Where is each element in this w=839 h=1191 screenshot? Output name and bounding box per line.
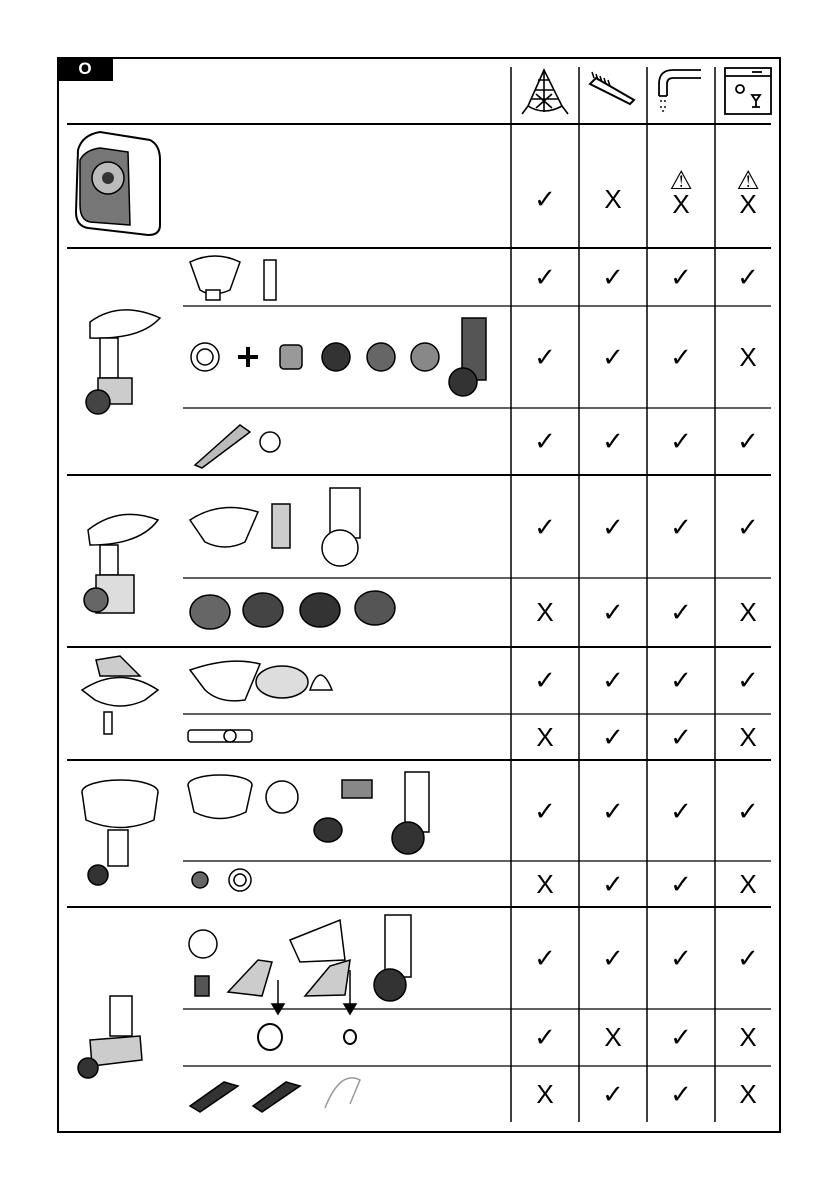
small-parts-image	[192, 869, 251, 891]
citrus-parts-image	[190, 661, 332, 701]
mincer-parts-image	[191, 318, 486, 396]
allowed-mark: ✓	[534, 513, 556, 543]
not-allowed-mark: X	[739, 342, 757, 372]
not-allowed-mark: X	[536, 869, 554, 899]
allowed-mark: ✓	[670, 870, 692, 900]
dishwasher-icon	[725, 68, 771, 114]
water-tap-icon	[659, 70, 701, 112]
allowed-mark: ✓	[602, 870, 624, 900]
brush-mesh-icon	[522, 70, 568, 114]
base-unit-image	[76, 132, 160, 235]
allowed-mark: ✓	[602, 427, 624, 457]
allowed-mark: ✓	[737, 797, 759, 827]
allowed-mark: ✓	[670, 1023, 692, 1053]
allowed-mark: ✓	[737, 666, 759, 696]
allowed-mark: ✓	[534, 343, 556, 373]
not-allowed-mark: X	[739, 189, 757, 219]
allowed-mark: ✓	[602, 343, 624, 373]
allowed-mark: ✓	[670, 427, 692, 457]
row-separators	[67, 124, 771, 1066]
allowed-mark: ✓	[602, 944, 624, 974]
allowed-mark: ✓	[737, 263, 759, 293]
cleaning-brush-icon	[590, 72, 634, 104]
warning-icon: ⚠	[736, 166, 760, 196]
grater-image	[84, 514, 158, 613]
not-allowed-mark: X	[536, 597, 554, 627]
allowed-mark: ✓	[602, 513, 624, 543]
pasta-parts-image	[189, 915, 411, 1014]
allowed-mark: ✓	[534, 427, 556, 457]
allowed-mark: ✓	[670, 598, 692, 628]
not-allowed-mark: X	[739, 722, 757, 752]
pasta-attachment-image	[78, 996, 142, 1078]
warning-icon: ⚠	[669, 166, 693, 196]
sausage-horn-image	[195, 425, 280, 468]
allowed-mark: ✓	[602, 263, 624, 293]
not-allowed-mark: X	[604, 184, 622, 214]
allowed-mark: ✓	[534, 797, 556, 827]
allowed-mark: ✓	[534, 666, 556, 696]
juicer-image	[82, 780, 158, 885]
grater-parts-image	[190, 488, 360, 566]
allowed-mark: ✓	[534, 1023, 556, 1053]
juicer-parts-image	[188, 772, 429, 854]
meat-mincer-image	[86, 310, 160, 414]
allowed-mark: ✓	[737, 427, 759, 457]
seal-rings-image	[258, 1024, 356, 1050]
not-allowed-mark: X	[739, 1079, 757, 1109]
allowed-mark: ✓	[737, 513, 759, 543]
allowed-mark: ✓	[670, 343, 692, 373]
allowed-mark: ✓	[534, 944, 556, 974]
allowed-mark: ✓	[534, 263, 556, 293]
shaping-tools-image	[190, 1078, 360, 1112]
not-allowed-mark: X	[672, 189, 690, 219]
allowed-mark: ✓	[737, 944, 759, 974]
allowed-mark: ✓	[670, 513, 692, 543]
not-allowed-mark: X	[536, 722, 554, 752]
allowed-mark: ✓	[670, 944, 692, 974]
allowed-mark: ✓	[670, 797, 692, 827]
not-allowed-mark: X	[604, 1022, 622, 1052]
allowed-mark: ✓	[534, 185, 556, 215]
citrus-press-image	[82, 656, 158, 734]
allowed-mark: ✓	[670, 263, 692, 293]
section-label: O	[57, 57, 113, 81]
shaft-image	[188, 730, 252, 742]
allowed-mark: ✓	[670, 1080, 692, 1110]
allowed-mark: ✓	[602, 797, 624, 827]
allowed-mark: ✓	[670, 666, 692, 696]
not-allowed-mark: X	[739, 597, 757, 627]
tray-pusher-image	[190, 256, 276, 300]
not-allowed-mark: X	[739, 1022, 757, 1052]
allowed-mark: ✓	[602, 1080, 624, 1110]
not-allowed-mark: X	[536, 1079, 554, 1109]
not-allowed-mark: X	[739, 869, 757, 899]
allowed-mark: ✓	[670, 723, 692, 753]
allowed-mark: ✓	[602, 666, 624, 696]
allowed-mark: ✓	[602, 598, 624, 628]
allowed-mark: ✓	[602, 723, 624, 753]
drums-image	[190, 591, 395, 629]
